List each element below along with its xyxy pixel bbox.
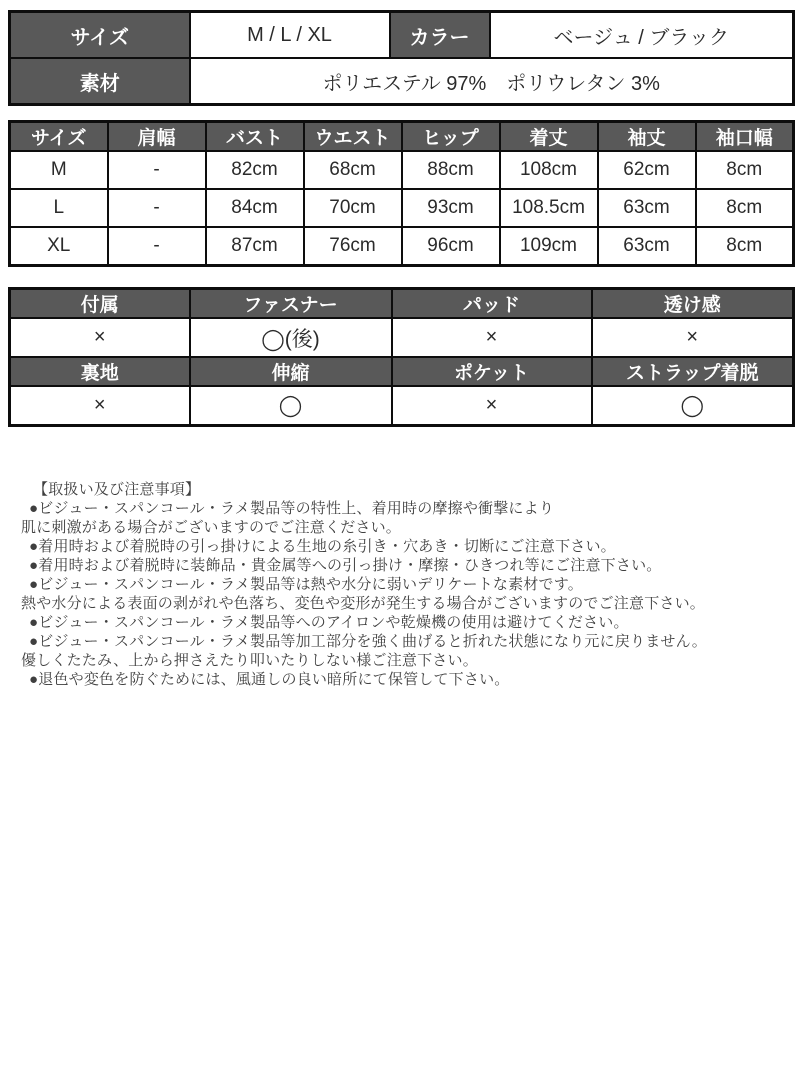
- feature-header: ストラップ着脱: [592, 357, 794, 386]
- size-chart-table: [8, 120, 795, 267]
- note-line: ●着用時および着脱時に装飾品・貴金属等への引っ掛け・摩擦・ひきつれ等にご注意下さい。: [29, 557, 662, 574]
- note-line: 肌に刺激がある場合がございますのでご注意ください。: [21, 519, 402, 536]
- note-line: 熱や水分による表面の剥がれや色落ち、変色や変形が発生する場合がございますのでご注意下さい。: [21, 595, 706, 612]
- cell: 8cm: [696, 189, 794, 227]
- col-header: 着丈: [500, 122, 598, 152]
- cell: 62cm: [598, 151, 696, 189]
- cell: XL: [10, 227, 108, 266]
- cell: 63cm: [598, 189, 696, 227]
- table-row: [10, 386, 794, 426]
- col-header: ウエスト: [304, 122, 402, 152]
- cell: 68cm: [304, 151, 402, 189]
- feature-header: 裏地: [10, 357, 190, 386]
- cell: 88cm: [402, 151, 500, 189]
- cell: 96cm: [402, 227, 500, 266]
- note-line: ●ビジュー・スパンコール・ラメ製品等の特性上、着用時の摩擦や衝撃により: [29, 500, 555, 517]
- size-chart-header-row: [10, 122, 794, 152]
- size-value-cell: M / L / XL: [190, 12, 390, 59]
- cell: -: [108, 189, 206, 227]
- handling-notes: [21, 480, 786, 689]
- col-header: ヒップ: [402, 122, 500, 152]
- feature-value: ◯: [592, 386, 794, 426]
- feature-header: ファスナー: [190, 289, 392, 319]
- feature-value: ◯(後): [190, 318, 392, 357]
- note-line: ●着用時および着脱時の引っ掛けによる生地の糸引き・穴あき・切断にご注意下さい。: [29, 538, 616, 555]
- notes-title: 【取扱い及び注意事項】: [33, 481, 201, 498]
- note-line: ●退色や変色を防ぐためには、風通しの良い暗所にて保管して下さい。: [29, 671, 510, 688]
- feature-header: 伸縮: [190, 357, 392, 386]
- feature-value: ×: [10, 318, 190, 357]
- col-header: サイズ: [10, 122, 108, 152]
- feature-value: ×: [392, 386, 592, 426]
- info-table: [8, 10, 795, 106]
- note-line: ●ビジュー・スパンコール・ラメ製品等へのアイロンや乾燥機の使用は避けてください。: [29, 614, 629, 631]
- table-row: [10, 227, 794, 266]
- color-value-cell: ベージュ / ブラック: [490, 12, 794, 59]
- material-value-cell: ポリエステル 97% ポリウレタン 3%: [190, 58, 794, 105]
- table-row: [10, 189, 794, 227]
- cell: 63cm: [598, 227, 696, 266]
- size-label-cell: サイズ: [10, 12, 190, 59]
- cell: 87cm: [206, 227, 304, 266]
- feature-header: パッド: [392, 289, 592, 319]
- note-line: ●ビジュー・スパンコール・ラメ製品等加工部分を強く曲げると折れた状態になり元に戻りません。: [29, 633, 707, 650]
- cell: 108cm: [500, 151, 598, 189]
- table-row: [10, 58, 794, 105]
- feature-value: ◯: [190, 386, 392, 426]
- features-header-row: [10, 357, 794, 386]
- cell: -: [108, 227, 206, 266]
- note-line: 優しくたたみ、上から押さえたり叩いたりしない様ご注意下さい。: [21, 652, 478, 669]
- material-label-cell: 素材: [10, 58, 190, 105]
- color-label-cell: カラー: [390, 12, 490, 59]
- cell: -: [108, 151, 206, 189]
- cell: 76cm: [304, 227, 402, 266]
- feature-value: ×: [392, 318, 592, 357]
- cell: 8cm: [696, 227, 794, 266]
- note-line: ●ビジュー・スパンコール・ラメ製品等は熱や水分に弱いデリケートな素材です。: [29, 576, 583, 593]
- cell: 93cm: [402, 189, 500, 227]
- cell: 70cm: [304, 189, 402, 227]
- feature-value: ×: [592, 318, 794, 357]
- col-header: バスト: [206, 122, 304, 152]
- cell: 109cm: [500, 227, 598, 266]
- cell: M: [10, 151, 108, 189]
- table-row: [10, 151, 794, 189]
- table-row: [10, 318, 794, 357]
- table-row: [10, 12, 794, 59]
- features-table: [8, 287, 795, 427]
- col-header: 袖丈: [598, 122, 696, 152]
- feature-header: ポケット: [392, 357, 592, 386]
- cell: 84cm: [206, 189, 304, 227]
- feature-header: 透け感: [592, 289, 794, 319]
- cell: 108.5cm: [500, 189, 598, 227]
- feature-value: ×: [10, 386, 190, 426]
- cell: L: [10, 189, 108, 227]
- col-header: 肩幅: [108, 122, 206, 152]
- features-header-row: [10, 289, 794, 319]
- cell: 8cm: [696, 151, 794, 189]
- feature-header: 付属: [10, 289, 190, 319]
- col-header: 袖口幅: [696, 122, 794, 152]
- cell: 82cm: [206, 151, 304, 189]
